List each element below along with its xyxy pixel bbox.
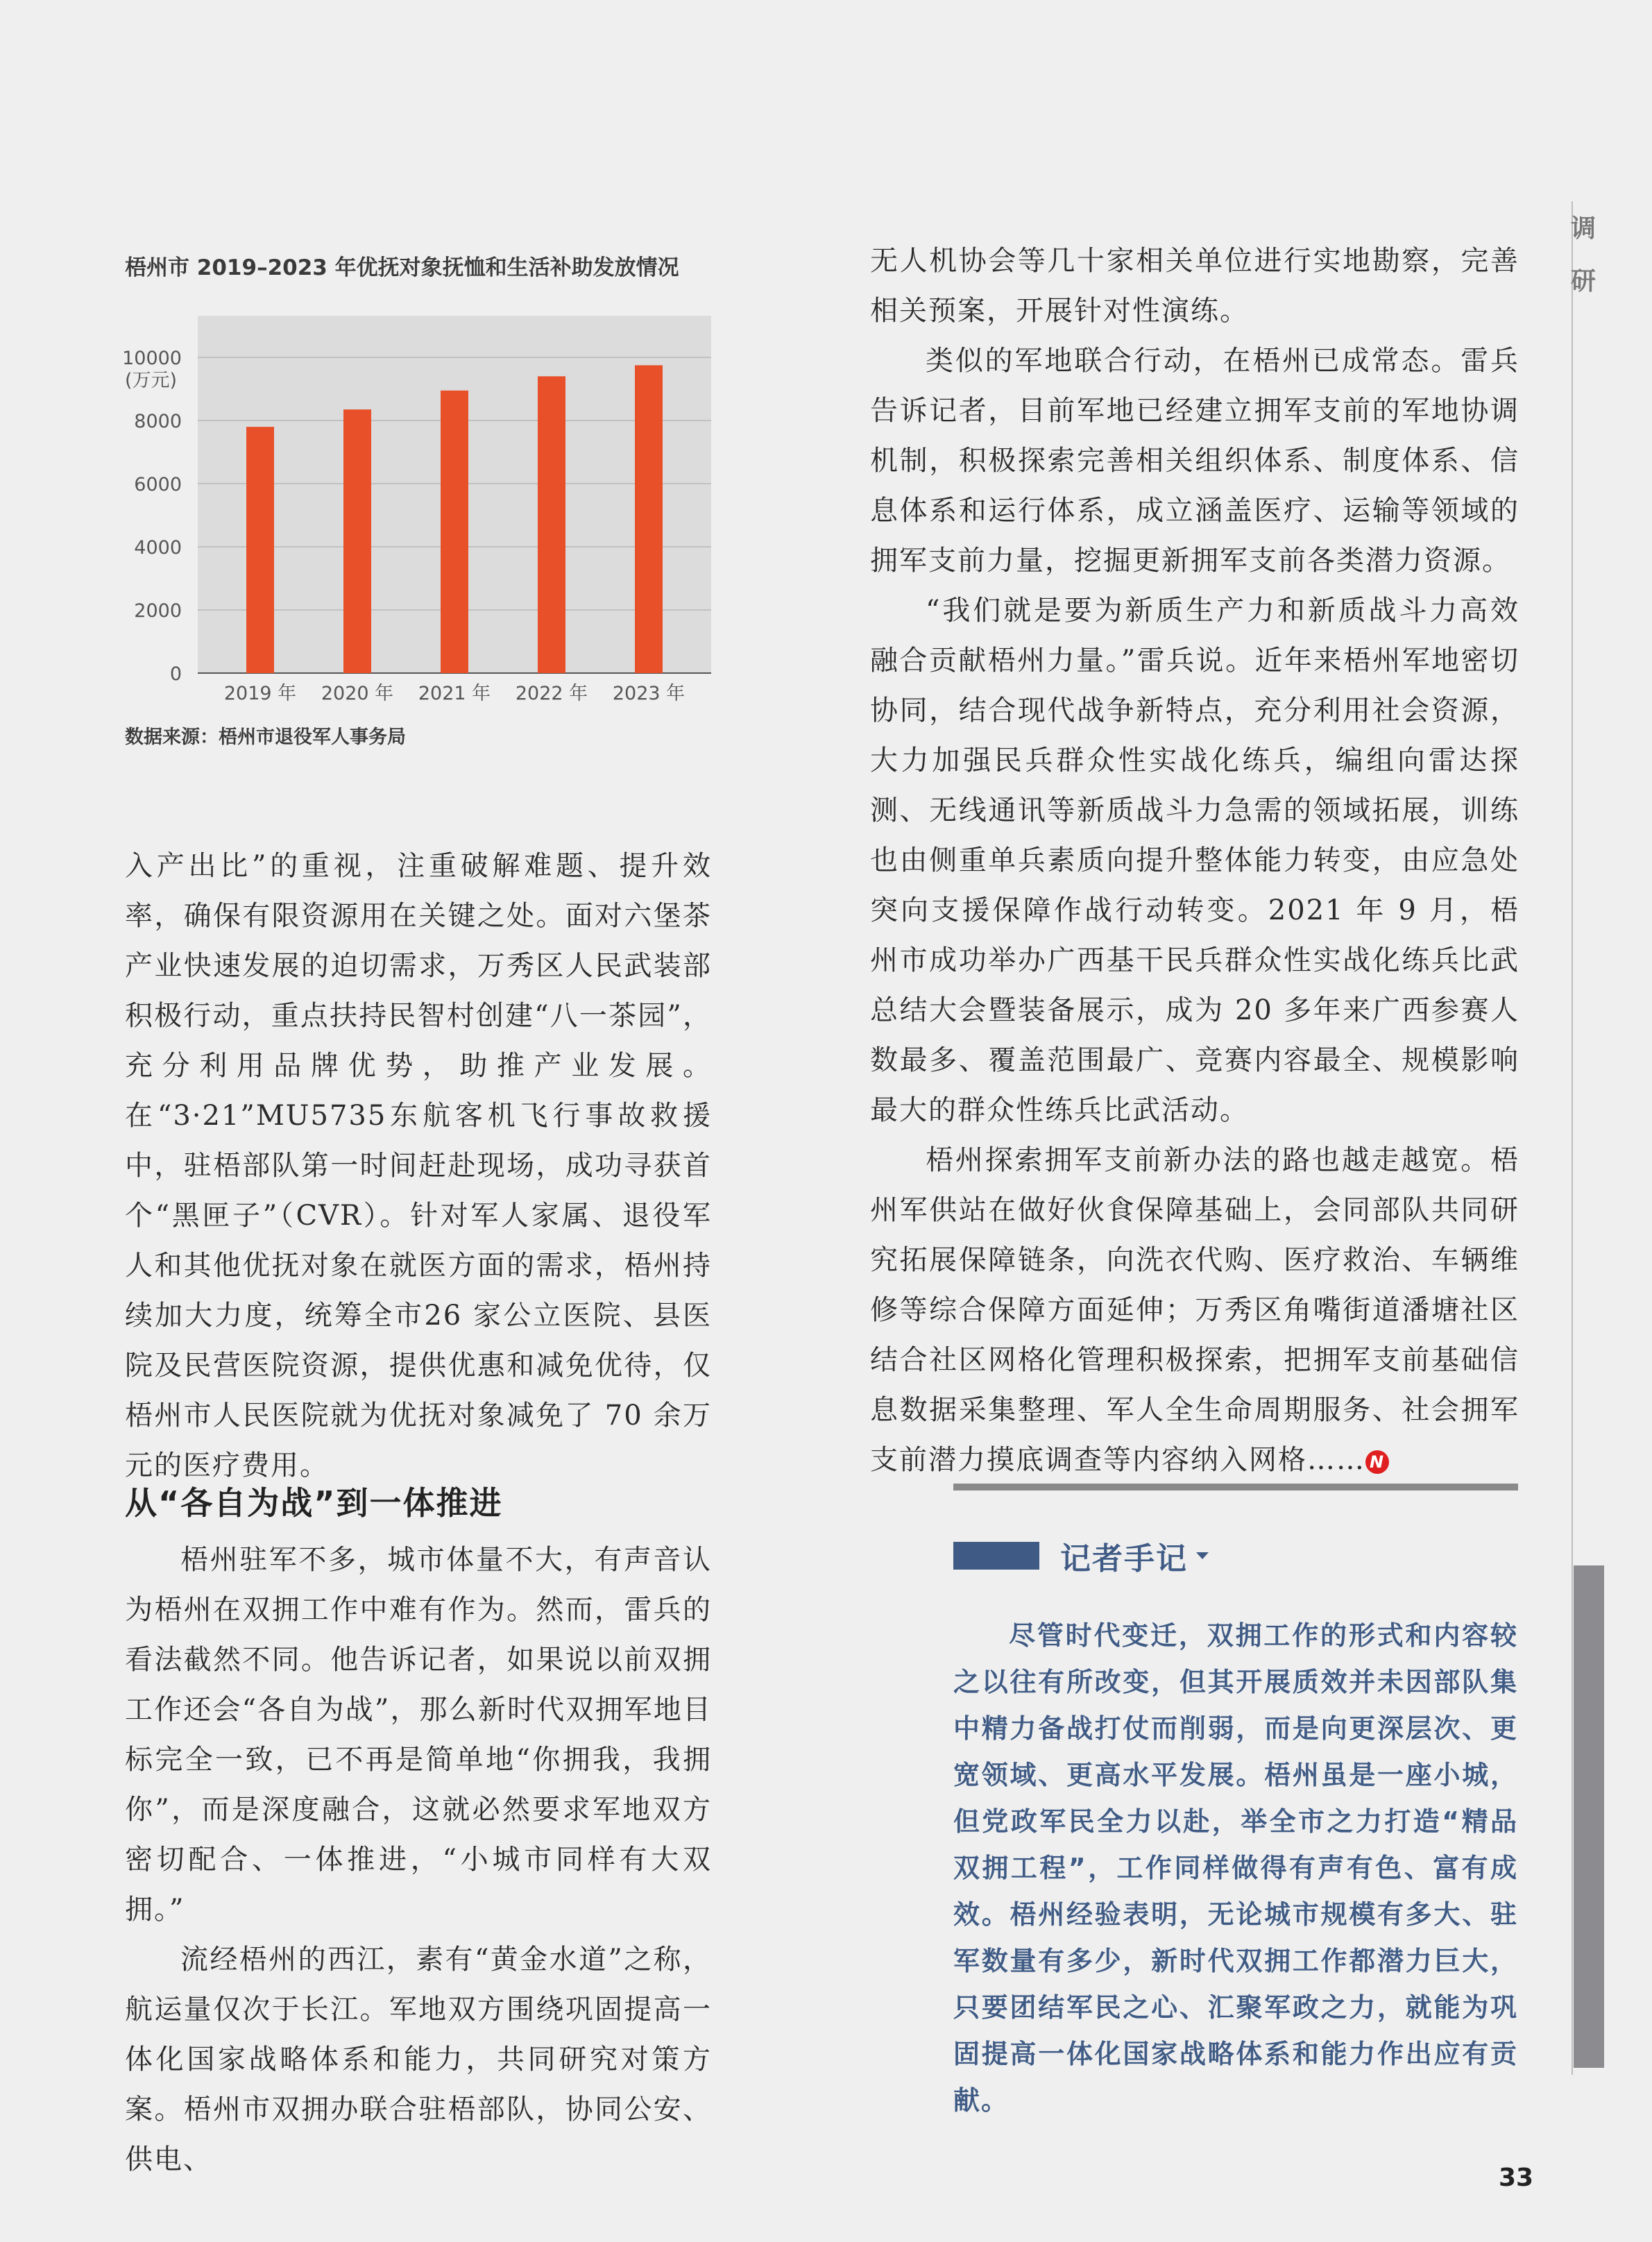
y-tick-label: 8000 (134, 411, 182, 432)
bar (246, 427, 274, 673)
section-tab-char: 研 (1570, 267, 1596, 296)
x-tick-label: 2023 年 (612, 683, 686, 704)
y-tick-label: 10000 (122, 348, 182, 369)
body-paragraph: 无人机协会等几十家相关单位进行实地勘察，完善相关预案，开展针对性演练。 (870, 245, 1519, 327)
body-paragraph: 流经梧州的西江，素有“黄金水道”之称，航运量仅次于长江。军地双方围绕巩固提高一体化国家战略体系和能力，共同研究对策方案。梧州市双拥办联合驻梧部队，协同公安、供电、 (125, 1944, 712, 2175)
side-scroll-bar (1574, 1565, 1604, 2068)
y-tick-label: 2000 (134, 600, 182, 622)
x-tick-label: 2019 年 (223, 683, 297, 704)
bar (538, 376, 565, 673)
y-tick-label: 6000 (134, 474, 182, 495)
body-paragraph: 梧州驻军不多，城市体量不大，有声音认为梧州在双拥工作中难有作为。然而，雷兵的看法截然不同。他告诉记者，如果说以前双拥工作还会“各自为战”，那么新时代双拥军地目标完全一致，已不再是简单地“你拥我，我拥你”，而是深度融合，这就必然要求军地双方密切配合、一体推进，“小城市同样有大双拥。” (125, 1544, 712, 1926)
caret-down-icon (1196, 1552, 1209, 1559)
notes-color-block (953, 1542, 1039, 1570)
bar (635, 365, 663, 673)
notes-title: 记者手记 (1060, 1541, 1188, 1577)
y-tick-label: 0 (169, 663, 182, 685)
body-paragraph: “我们就是要为新质生产力和新质战斗力高效融合贡献梧州力量。”雷兵说。近年来梧州军地密切协同，结合现代战争新特点，充分利用社会资源，大力加强民兵群众性实战化练兵，编组向雷达探测、无线通讯等新质战斗力急需的领域拓展，训练也由侧重单兵素质向提升整体能力转变，由应急处突向支援保障作战行动转变。2021 年 9 月，梧州市成功举办广西基干民兵群众性实战化练兵比武总结大会暨装备展示，成为 20 多年来广西参赛人数最多、覆盖范围最广、竞赛内容最全、规模影响最大的群众性练兵比武活动。 (870, 595, 1519, 1126)
y-axis-unit: (万元) (125, 370, 178, 391)
left-column-top (125, 841, 712, 1491)
y-tick-label: 4000 (134, 537, 182, 559)
section-tab (1569, 203, 1597, 308)
body-paragraph-last (870, 1135, 1519, 1485)
x-tick-label: 2022 年 (515, 683, 588, 704)
x-tick-label: 2021 年 (418, 683, 491, 704)
chart-title: 梧州市 2019–2023 年优抚对象抚恤和生活补助发放情况 (125, 255, 679, 280)
notes-top-rule (953, 1484, 1518, 1491)
page-number: 33 (1499, 2164, 1534, 2192)
right-column (870, 236, 1519, 1485)
chart-source: 数据来源：梧州市退役军人事务局 (125, 727, 406, 748)
notes-header (953, 1534, 1209, 1578)
side-divider-line (1572, 201, 1573, 2075)
body-paragraph: 类似的军地联合行动，在梧州已成常态。雷兵告诉记者，目前军地已经建立拥军支前的军地协调机制，积极探索完善相关组织体系、制度体系、信息体系和运行体系，成立涵盖医疗、运输等领域的拥军支前力量，挖掘更新拥军支前各类潜力资源。 (870, 345, 1519, 577)
bar (441, 391, 468, 673)
bar (343, 409, 371, 673)
bar-chart (104, 298, 729, 708)
end-mark-icon: N (1365, 1450, 1389, 1474)
body-text: 梧州探索拥军支前新办法的路也越走越宽。梧州军供站在做好伙食保障基础上，会同部队共同研究拓展保障链条，向洗衣代购、医疗救治、车辆维修等综合保障方面延伸；万秀区角嘴街道潘塘社区结合社区网格化管理积极探索，把拥军支前基础信息数据采集整理、军人全生命周期服务、社会拥军支前潜力摸底调查等内容纳入网格…… (870, 1144, 1519, 1476)
body-paragraph: 入产出比”的重视，注重破解难题、提升效率，确保有限资源用在关键之处。面对六堡茶产业快速发展的迫切需求，万秀区人民武装部积极行动，重点扶持民智村创建“八一茶园”，充分利用品牌优势，助推产业发展。在“3·21”MU5735东航客机飞行事故救援中，驻梧部队第一时间赶赴现场，成功寻获首个“黑匣子”（CVR）。针对军人家属、退役军人和其他优抚对象在就医方面的需求，梧州持续加大力度，统筹全市26 家公立医院、县医院及民营医院资源，提供优惠和减免优待，仅梧州市人民医院就为优抚对象减免了 70 余万元的医疗费用。 (125, 850, 712, 1481)
section-tab-char: 调 (1570, 214, 1596, 243)
left-column-bottom (125, 1535, 712, 2184)
x-tick-label: 2020 年 (321, 683, 394, 704)
notes-body: 尽管时代变迁，双拥工作的形式和内容较之以往有所改变，但其开展质效并未因部队集中精力备战打仗而削弱，而是向更深层次、更宽领域、更高水平发展。梧州虽是一座小城，但党政军民全力以赴，举全市之力打造“精品双拥工程”，工作同样做得有声有色、富有成效。梧州经验表明，无论城市规模有多大、驻军数量有多少，新时代双拥工作都潜力巨大，只要团结军民之心、汇聚军政之力，就能为巩固提高一体化国家战略体系和能力作出应有贡献。 (953, 1620, 1518, 2116)
section-heading: 从“各自为战”到一体推进 (125, 1484, 503, 1522)
